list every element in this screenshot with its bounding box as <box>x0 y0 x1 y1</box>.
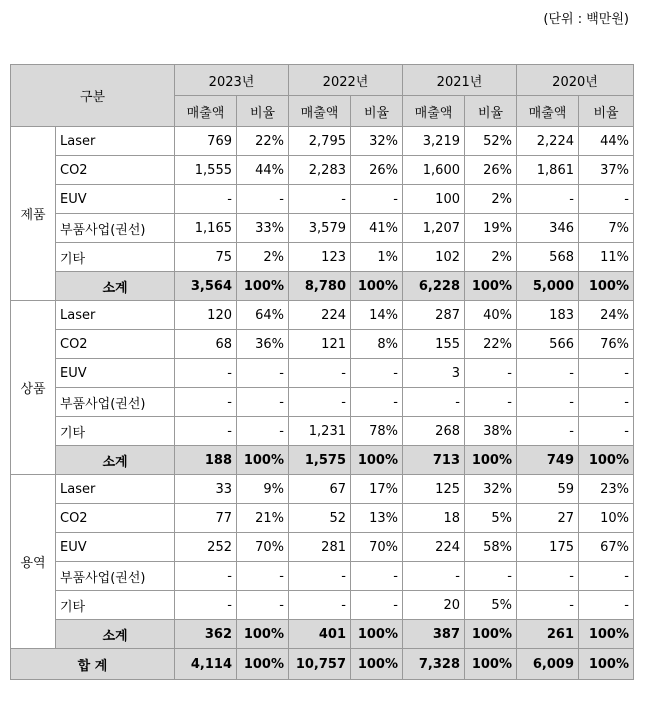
header-sales: 매출액 <box>289 96 351 127</box>
cell-value: 41% <box>351 214 403 243</box>
cell-value: 9% <box>237 475 289 504</box>
cell-value: - <box>517 388 579 417</box>
cell-value: 2% <box>465 185 517 214</box>
cell-value: 120 <box>175 301 237 330</box>
cell-value: 18 <box>403 504 465 533</box>
cell-value: 287 <box>403 301 465 330</box>
header-ratio: 비율 <box>351 96 403 127</box>
cell-value: 67% <box>579 533 634 562</box>
cell-value: - <box>351 359 403 388</box>
cell-value: - <box>175 185 237 214</box>
cell-value: 183 <box>517 301 579 330</box>
cell-value: - <box>403 562 465 591</box>
cell-value: - <box>237 562 289 591</box>
subtotal-value: 401 <box>289 620 351 649</box>
subtotal-value: 100% <box>465 272 517 301</box>
header-ratio: 비율 <box>237 96 289 127</box>
subtotal-value: 3,564 <box>175 272 237 301</box>
header-row-years <box>11 65 634 96</box>
cell-value: 7% <box>579 214 634 243</box>
cell-value: - <box>351 591 403 620</box>
cell-value: - <box>517 591 579 620</box>
cell-value: - <box>465 359 517 388</box>
cell-value: 68 <box>175 330 237 359</box>
cell-value: 77 <box>175 504 237 533</box>
row-label: 부품사업(권선) <box>56 388 175 417</box>
total-value: 6,009 <box>517 649 579 680</box>
cell-value: - <box>237 359 289 388</box>
cell-value: 52 <box>289 504 351 533</box>
subtotal-value: 188 <box>175 446 237 475</box>
row-label: 기타 <box>56 243 175 272</box>
table-row <box>11 156 634 185</box>
subtotal-value: 100% <box>351 446 403 475</box>
row-label: 기타 <box>56 591 175 620</box>
cell-value: - <box>237 185 289 214</box>
total-value: 100% <box>351 649 403 680</box>
total-label: 합 계 <box>11 649 175 680</box>
header-sales: 매출액 <box>403 96 465 127</box>
subtotal-value: 261 <box>517 620 579 649</box>
cell-value: 1,207 <box>403 214 465 243</box>
subtotal-value: 100% <box>579 446 634 475</box>
table-row <box>11 330 634 359</box>
cell-value: - <box>465 388 517 417</box>
table-row <box>11 533 634 562</box>
subtotal-value: 8,780 <box>289 272 351 301</box>
row-label: EUV <box>56 359 175 388</box>
total-value: 10,757 <box>289 649 351 680</box>
cell-value: - <box>175 359 237 388</box>
cell-value: - <box>289 591 351 620</box>
cell-value: - <box>175 591 237 620</box>
cell-value: - <box>351 185 403 214</box>
header-sales: 매출액 <box>517 96 579 127</box>
cell-value: - <box>403 388 465 417</box>
cell-value: 769 <box>175 127 237 156</box>
cell-value: 3,579 <box>289 214 351 243</box>
subtotal-value: 100% <box>351 272 403 301</box>
cell-value: 252 <box>175 533 237 562</box>
cell-value: 568 <box>517 243 579 272</box>
cell-value: 22% <box>237 127 289 156</box>
total-value: 100% <box>237 649 289 680</box>
cell-value: - <box>351 388 403 417</box>
subtotal-value: 100% <box>579 272 634 301</box>
cell-value: - <box>175 417 237 446</box>
row-label: 부품사업(권선) <box>56 562 175 591</box>
subtotal-value: 5,000 <box>517 272 579 301</box>
row-label: Laser <box>56 475 175 504</box>
header-sales: 매출액 <box>175 96 237 127</box>
cell-value: 13% <box>351 504 403 533</box>
cell-value: 33 <box>175 475 237 504</box>
cell-value: - <box>579 591 634 620</box>
cell-value: - <box>289 388 351 417</box>
total-row <box>11 649 634 680</box>
subtotal-value: 100% <box>465 446 517 475</box>
cell-value: - <box>579 417 634 446</box>
row-label: 기타 <box>56 417 175 446</box>
cell-value: 1,165 <box>175 214 237 243</box>
cell-value: 59 <box>517 475 579 504</box>
cell-value: - <box>237 417 289 446</box>
total-value: 4,114 <box>175 649 237 680</box>
cell-value: 38% <box>465 417 517 446</box>
header-ratio: 비율 <box>579 96 634 127</box>
table-row <box>11 214 634 243</box>
cell-value: 64% <box>237 301 289 330</box>
cell-value: 32% <box>351 127 403 156</box>
subtotal-value: 749 <box>517 446 579 475</box>
total-value: 100% <box>579 649 634 680</box>
table-row <box>11 301 634 330</box>
subtotal-value: 362 <box>175 620 237 649</box>
subtotal-value: 387 <box>403 620 465 649</box>
cell-value: - <box>579 562 634 591</box>
cell-value: 75 <box>175 243 237 272</box>
cell-value: 27 <box>517 504 579 533</box>
cell-value: 123 <box>289 243 351 272</box>
table-row <box>11 359 634 388</box>
row-label: CO2 <box>56 330 175 359</box>
cell-value: 1% <box>351 243 403 272</box>
cell-value: 10% <box>579 504 634 533</box>
cell-value: 70% <box>351 533 403 562</box>
table-row <box>11 185 634 214</box>
cell-value: 224 <box>403 533 465 562</box>
cell-value: - <box>517 417 579 446</box>
group-label: 상품 <box>11 301 56 475</box>
table-row <box>11 504 634 533</box>
subtotal-value: 100% <box>579 620 634 649</box>
cell-value: 281 <box>289 533 351 562</box>
row-label: EUV <box>56 533 175 562</box>
cell-value: 2,283 <box>289 156 351 185</box>
cell-value: 346 <box>517 214 579 243</box>
header-category: 구분 <box>11 65 175 127</box>
cell-value: - <box>289 359 351 388</box>
row-label: CO2 <box>56 504 175 533</box>
row-label: 부품사업(권선) <box>56 214 175 243</box>
cell-value: 2,224 <box>517 127 579 156</box>
cell-value: 19% <box>465 214 517 243</box>
cell-value: 1,231 <box>289 417 351 446</box>
total-value: 100% <box>465 649 517 680</box>
cell-value: 52% <box>465 127 517 156</box>
table-row <box>11 562 634 591</box>
subtotal-value: 100% <box>237 272 289 301</box>
cell-value: 70% <box>237 533 289 562</box>
cell-value: 26% <box>465 156 517 185</box>
cell-value: - <box>351 562 403 591</box>
cell-value: 17% <box>351 475 403 504</box>
cell-value: 32% <box>465 475 517 504</box>
table-row <box>11 243 634 272</box>
cell-value: 11% <box>579 243 634 272</box>
cell-value: 40% <box>465 301 517 330</box>
cell-value: 44% <box>237 156 289 185</box>
subtotal-row <box>11 620 634 649</box>
cell-value: - <box>289 185 351 214</box>
cell-value: - <box>175 562 237 591</box>
header-year: 2021년 <box>403 65 517 96</box>
subtotal-row <box>11 272 634 301</box>
cell-value: - <box>517 562 579 591</box>
cell-value: 67 <box>289 475 351 504</box>
subtotal-value: 100% <box>237 620 289 649</box>
subtotal-value: 1,575 <box>289 446 351 475</box>
table-row <box>11 127 634 156</box>
cell-value: 58% <box>465 533 517 562</box>
group-label: 용역 <box>11 475 56 649</box>
cell-value: 14% <box>351 301 403 330</box>
cell-value: 24% <box>579 301 634 330</box>
cell-value: 224 <box>289 301 351 330</box>
cell-value: 22% <box>465 330 517 359</box>
total-value: 7,328 <box>403 649 465 680</box>
group-label: 제품 <box>11 127 56 301</box>
table-row <box>11 475 634 504</box>
subtotal-label: 소계 <box>56 446 175 475</box>
cell-value: 33% <box>237 214 289 243</box>
row-label: EUV <box>56 185 175 214</box>
cell-value: - <box>289 562 351 591</box>
subtotal-value: 6,228 <box>403 272 465 301</box>
cell-value: 566 <box>517 330 579 359</box>
cell-value: 1,861 <box>517 156 579 185</box>
cell-value: - <box>237 591 289 620</box>
cell-value: 3,219 <box>403 127 465 156</box>
cell-value: 2,795 <box>289 127 351 156</box>
cell-value: 175 <box>517 533 579 562</box>
subtotal-value: 100% <box>237 446 289 475</box>
subtotal-value: 100% <box>465 620 517 649</box>
cell-value: 1,555 <box>175 156 237 185</box>
cell-value: 2% <box>465 243 517 272</box>
cell-value: 268 <box>403 417 465 446</box>
subtotal-value: 713 <box>403 446 465 475</box>
cell-value: 44% <box>579 127 634 156</box>
subtotal-row <box>11 446 634 475</box>
table-row <box>11 388 634 417</box>
header-ratio: 비율 <box>465 96 517 127</box>
cell-value: - <box>517 359 579 388</box>
cell-value: 155 <box>403 330 465 359</box>
header-year: 2020년 <box>517 65 634 96</box>
cell-value: 78% <box>351 417 403 446</box>
cell-value: 5% <box>465 591 517 620</box>
cell-value: 125 <box>403 475 465 504</box>
table-row <box>11 417 634 446</box>
sales-table <box>10 64 634 680</box>
header-year: 2023년 <box>175 65 289 96</box>
cell-value: 26% <box>351 156 403 185</box>
subtotal-value: 100% <box>351 620 403 649</box>
cell-value: 23% <box>579 475 634 504</box>
cell-value: 5% <box>465 504 517 533</box>
cell-value: 100 <box>403 185 465 214</box>
cell-value: 121 <box>289 330 351 359</box>
cell-value: - <box>237 388 289 417</box>
cell-value: 21% <box>237 504 289 533</box>
cell-value: 37% <box>579 156 634 185</box>
cell-value: 102 <box>403 243 465 272</box>
cell-value: 20 <box>403 591 465 620</box>
row-label: CO2 <box>56 156 175 185</box>
cell-value: 3 <box>403 359 465 388</box>
cell-value: - <box>579 185 634 214</box>
header-year: 2022년 <box>289 65 403 96</box>
row-label: Laser <box>56 127 175 156</box>
cell-value: - <box>517 185 579 214</box>
cell-value: 76% <box>579 330 634 359</box>
subtotal-label: 소계 <box>56 620 175 649</box>
cell-value: 36% <box>237 330 289 359</box>
cell-value: - <box>579 359 634 388</box>
cell-value: 1,600 <box>403 156 465 185</box>
row-label: Laser <box>56 301 175 330</box>
cell-value: - <box>465 562 517 591</box>
cell-value: - <box>175 388 237 417</box>
cell-value: 2% <box>237 243 289 272</box>
cell-value: 8% <box>351 330 403 359</box>
cell-value: - <box>579 388 634 417</box>
unit-note: (단위 : 백만원) <box>543 12 629 27</box>
subtotal-label: 소계 <box>56 272 175 301</box>
table-row <box>11 591 634 620</box>
